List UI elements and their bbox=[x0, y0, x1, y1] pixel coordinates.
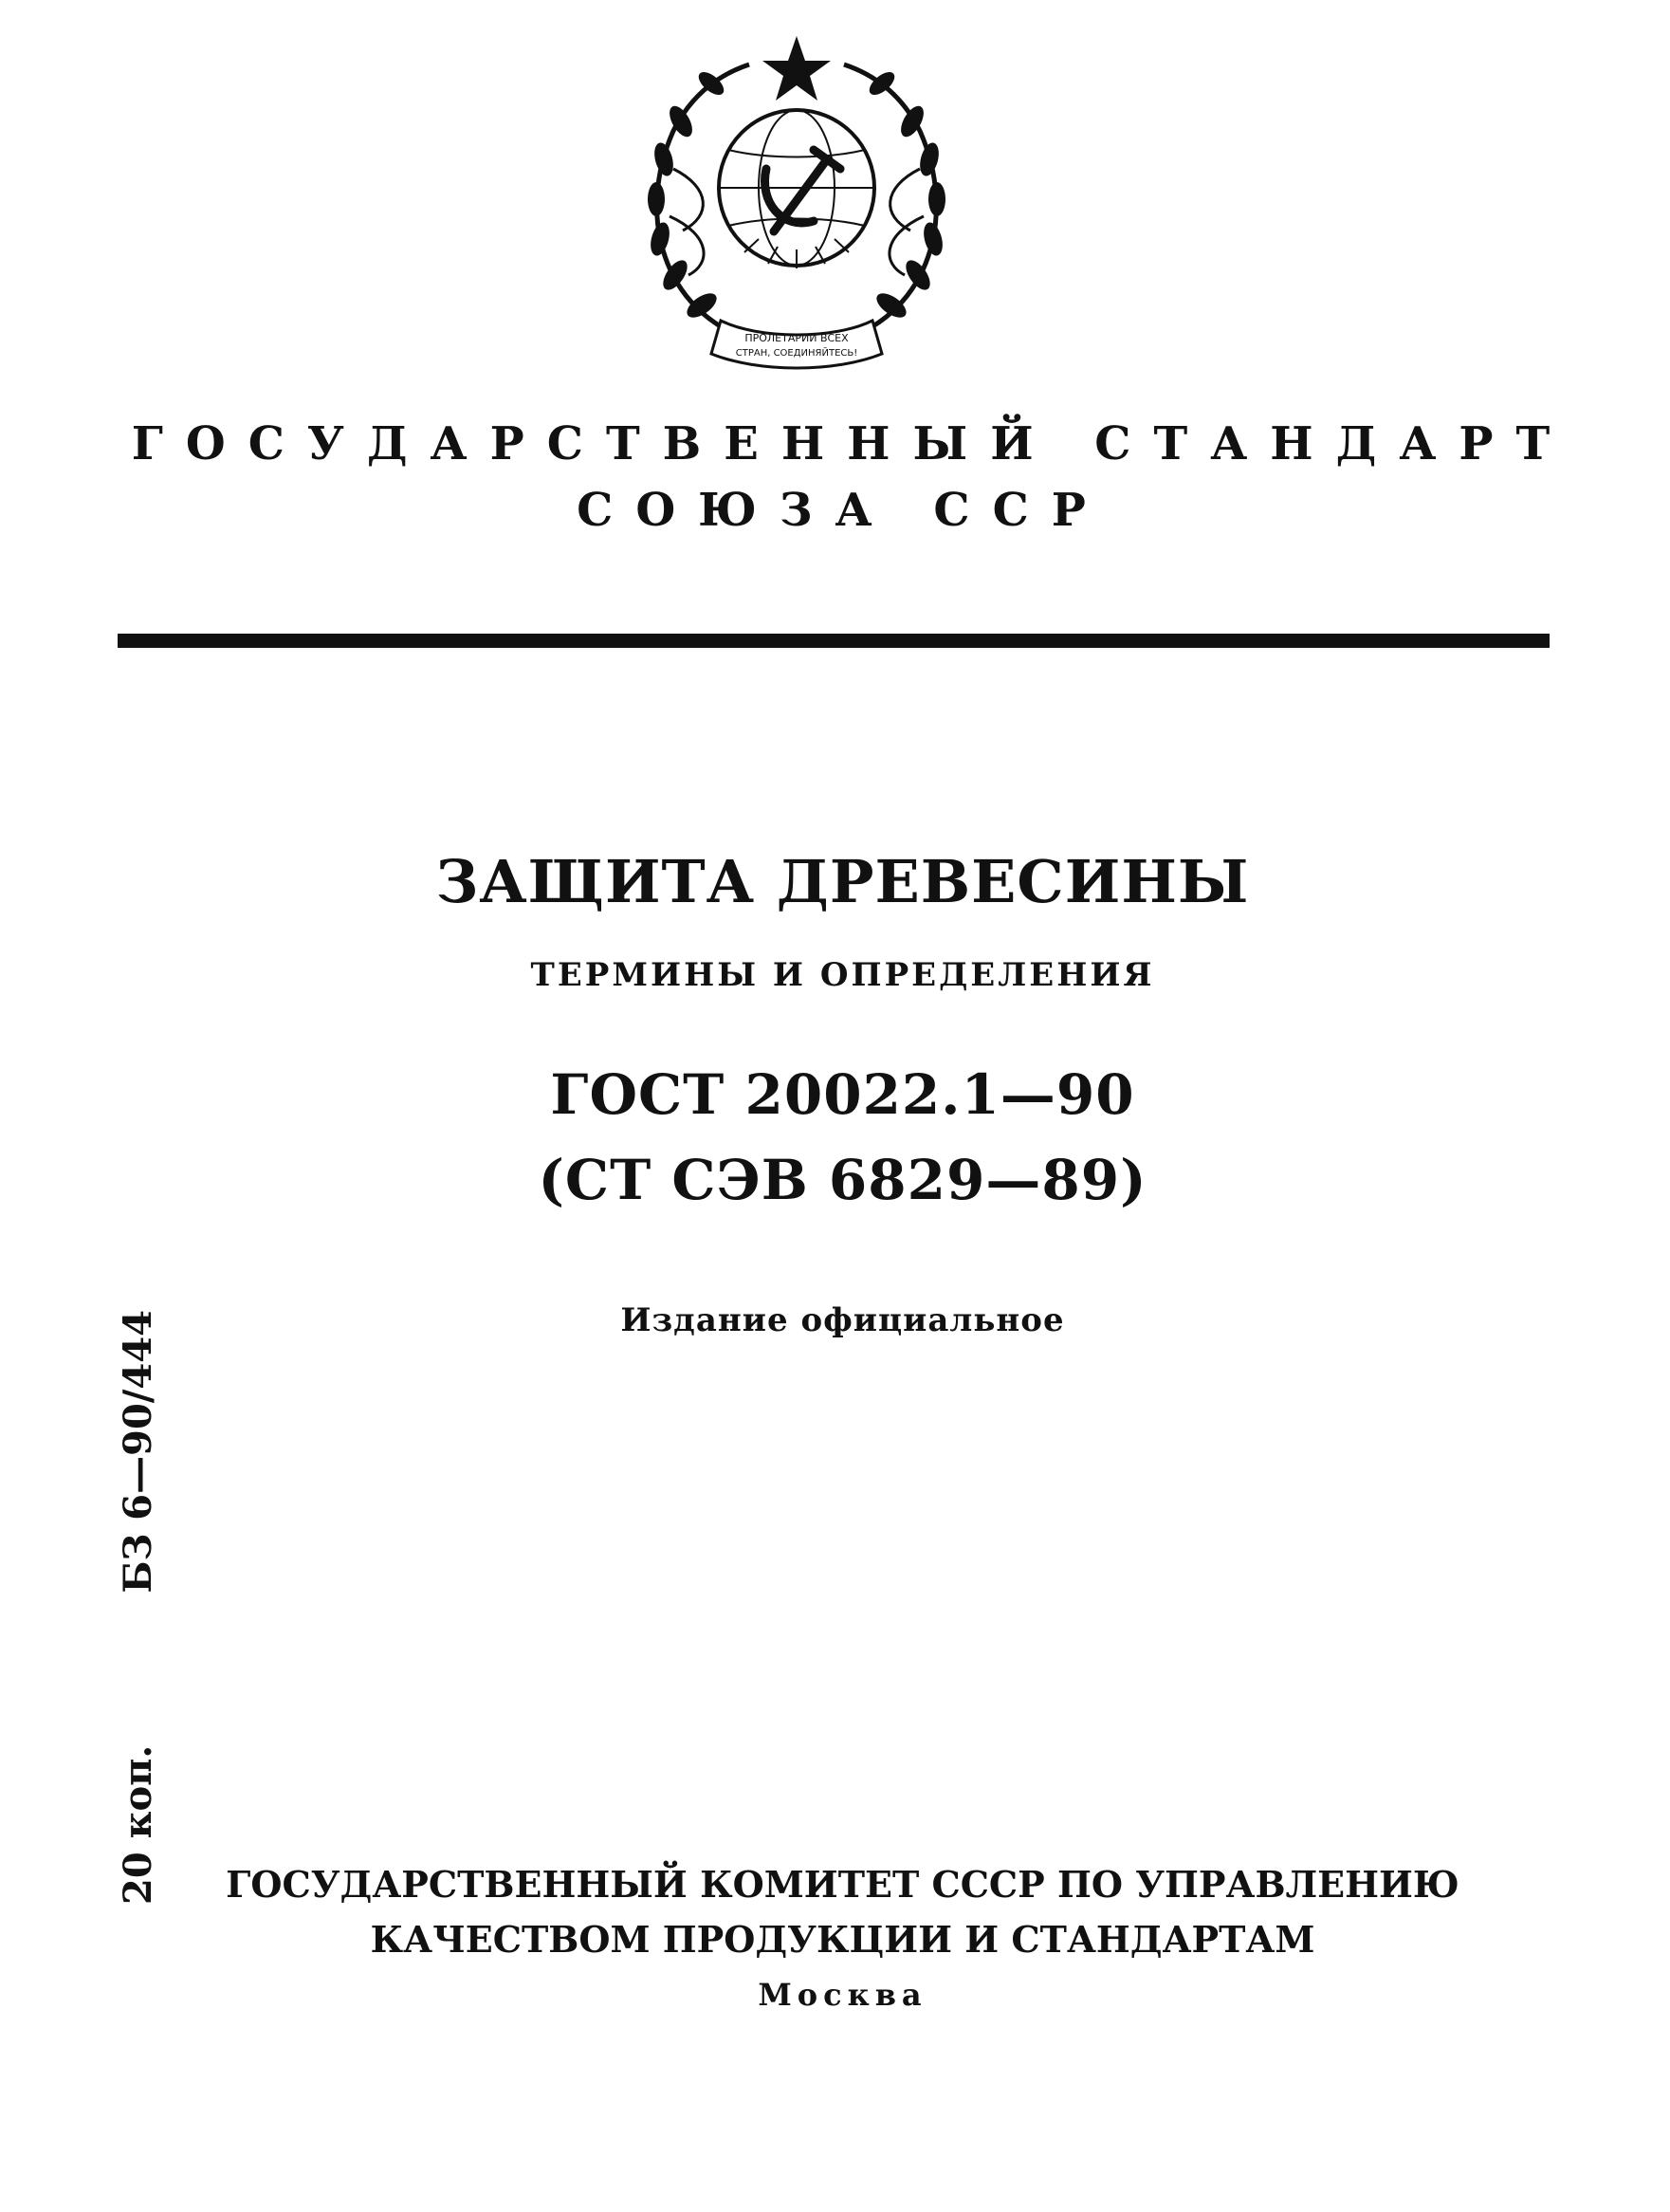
ussr-state-emblem-icon bbox=[607, 27, 986, 387]
gost-number: ГОСТ 20022.1—90 bbox=[550, 1062, 1135, 1127]
standard-subtitle: СОЮЗА ССР bbox=[577, 484, 1109, 537]
motto-line-1: ПРОЛЕТАРИИ ВСЕХ bbox=[744, 332, 849, 344]
publisher-line-2: КАЧЕСТВОМ ПРОДУКЦИИ И СТАНДАРТАМ bbox=[370, 1918, 1315, 1961]
side-margin bbox=[116, 1310, 160, 1905]
edition-label: Издание официальное bbox=[620, 1301, 1065, 1339]
motto-line-2: СТРАН, СОЕДИНЯЙТЕСЬ! bbox=[735, 348, 858, 359]
catalog-code: БЗ 6—90/444 bbox=[116, 1310, 160, 1594]
publisher-city: Москва bbox=[758, 1977, 927, 2013]
price-label: 20 коп. bbox=[116, 1744, 160, 1905]
publisher-line-1: ГОСУДАРСТВЕННЫЙ КОМИТЕТ СССР ПО УПРАВЛЕНИЮ bbox=[226, 1863, 1459, 1906]
standard-title: ГОСУДАРСТВЕННЫЙ СТАНДАРТ bbox=[131, 417, 1573, 470]
document-title: ЗАЩИТА ДРЕВЕСИНЫ bbox=[435, 847, 1250, 916]
document-subtitle: ТЕРМИНЫ И ОПРЕДЕЛЕНИЯ bbox=[530, 956, 1155, 994]
star-icon bbox=[762, 36, 831, 101]
st-sev-number: (СТ СЭВ 6829—89) bbox=[538, 1148, 1147, 1212]
divider-rule bbox=[118, 634, 1550, 648]
